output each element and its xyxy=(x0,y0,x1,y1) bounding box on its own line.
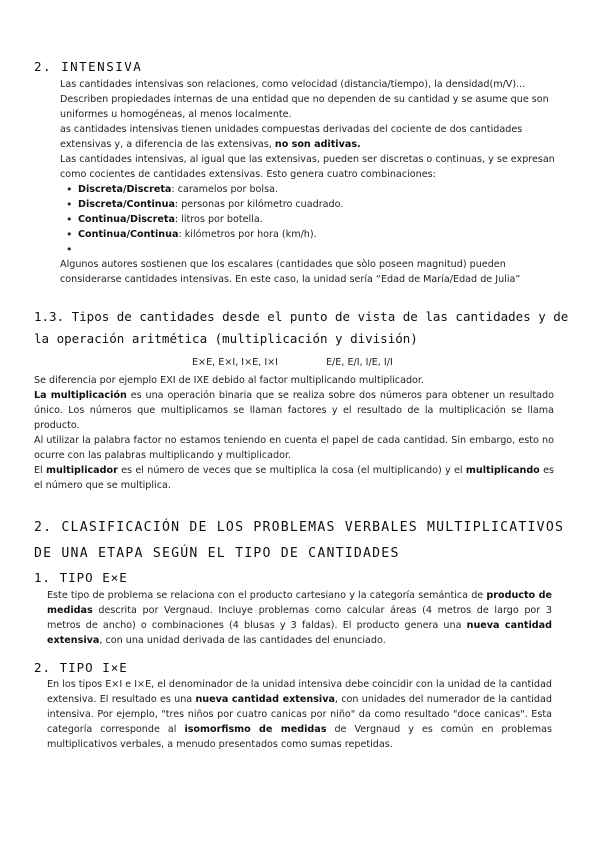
section-1-3-heading: 1.3. Tipos de cantidades desde el punto de vista de las cantidades y de la operación aritmética (multiplicación y división) xyxy=(34,309,569,346)
exe-text-a: Este tipo de problema se relaciona con el producto cartesiano y la categoría semántica de xyxy=(47,590,487,601)
section-2-heading-line-2: DE UNA ETAPA SEGÚN EL TIPO DE CANTIDADES xyxy=(34,546,400,561)
ixe-text-c: , con unidades del numerador de la cantidad intensiva. Por ejemplo, "tres niños por cuatro canicas por niño" da como resultado "doce canicas". Esta categoría corresponde al xyxy=(47,694,552,735)
section-1-3-paragraph-4 xyxy=(34,463,554,493)
intensiva-paragraph-5: Algunos autores sostienen que los escalares (cantidades que sòlo poseen magnitud) pueden considerarse cantidades intensivas. En este caso, la unidad sería “Edad de María/Edad de Julia” xyxy=(60,259,521,285)
intensiva-body xyxy=(60,77,560,287)
exe-text-e: , con una unidad derivada de las cantidades del enunciado. xyxy=(99,635,386,646)
section-2-heading xyxy=(34,515,579,567)
multiplicando-term: multiplicando xyxy=(465,465,540,476)
list-item-text: : kilómetros por hora (km/h). xyxy=(178,229,317,240)
tipo-ixe-body xyxy=(47,677,552,752)
list-item xyxy=(78,197,560,212)
exe-text-c: descrita por Vergnaud. Incluye problemas como calcular áreas (4 metros de largo por 3 metros de ancho) o combinaciones (4 blusas y 3 faldas). El producto genera una xyxy=(47,605,552,631)
list-item-label: Continua/Continua xyxy=(78,229,179,240)
tipo-ixe-paragraph xyxy=(47,677,552,752)
list-item-text: : personas por kilómetro cuadrado. xyxy=(174,199,344,210)
list-item xyxy=(78,227,560,242)
combinations-list xyxy=(60,182,560,257)
intensiva-p3-text: as cantidades intensivas tienen unidades compuestas derivadas del cociente de dos cantidades extensivas y, a diferencia de las extensivas, xyxy=(60,124,523,150)
tipo-exe-paragraph xyxy=(47,588,552,648)
p4-text-b: es el número de veces que se multiplica la cosa (el multiplicando) y el xyxy=(117,465,466,476)
list-item xyxy=(78,212,560,227)
section-2-heading-line-1: 2. CLASIFICACIÓN DE LOS PROBLEMAS VERBALES MULTIPLICATIVOS xyxy=(34,520,565,535)
section-1-3-paragraph-1: Se diferencia por ejemplo EXI de IXE debido al factor multiplicando multiplicador. xyxy=(34,375,425,386)
multiplicador-term: multiplicador xyxy=(46,465,118,476)
list-item xyxy=(78,182,560,197)
intensiva-paragraph-4: Las cantidades intensivas, al igual que las extensivas, pueden ser discretas o continuas, y se expresan como cocientes de cantidades extensivas. Esto genera cuatro combinaciones: xyxy=(60,154,555,180)
tipo-exe-heading: 1. TIPO E×E xyxy=(34,570,128,585)
intensiva-paragraph-3 xyxy=(60,122,560,152)
ixe-text-a: En los tipos E×I e I×E, el denominador de la unidad intensiva debe coincidir con la unidad de la cantidad extensiva. El resultado es una xyxy=(47,679,552,705)
intensiva-paragraph-2: Describen propiedades internas de una entidad que no dependen de su cantidad y se asume que son uniformes u homogéneas, al menos localmente. xyxy=(60,94,549,120)
intensiva-p3-bold: no son aditivas. xyxy=(274,139,361,150)
p4-text-a: El xyxy=(34,465,47,476)
section-1-3-body xyxy=(34,373,554,493)
isomorfismo-de-medidas-term: isomorfismo de medidas xyxy=(184,724,327,735)
producto-de-medidas-term: producto de medidas xyxy=(47,590,552,616)
section-1-3-paragraph-2 xyxy=(34,388,554,433)
division-combinations: E/E, E/I, I/E, I/I xyxy=(326,357,393,368)
intensiva-heading: 2. INTENSIVA xyxy=(34,59,143,74)
ixe-text-e: de Vergnaud y es común en problemas multiplicativos verbales, a menudo presentados como sumas repetidas. xyxy=(47,724,553,750)
list-item-text: : litros por botella. xyxy=(174,214,263,225)
nueva-cantidad-extensiva-term: nueva cantidad extensiva xyxy=(195,694,335,705)
multiplicacion-definition: es una operación binaria que se realiza sobre dos números para obtener un resultado único. Los números que multiplicamos se llaman factores y el resultado de la multiplicación se llama producto. xyxy=(34,390,554,431)
list-item-empty xyxy=(78,242,560,257)
tipo-exe-body xyxy=(47,588,552,648)
list-item-label: Discreta/Discreta xyxy=(78,184,172,195)
section-1-3-paragraph-3: Al utilizar la palabra factor no estamos teniendo en cuenta el papel de cada cantidad. Sin embargo, esto no ocurre con las palabras multiplicando y multiplicador. xyxy=(34,435,554,461)
list-item-text: : caramelos por bolsa. xyxy=(171,184,279,195)
nueva-cantidad-extensiva-term: nueva cantidad extensiva xyxy=(47,620,552,646)
intensiva-paragraph-1: Las cantidades intensivas son relaciones, como velocidad (distancia/tiempo), la densidad(m/V)... xyxy=(60,79,526,90)
multiplicacion-term: La multiplicación xyxy=(34,390,127,401)
p4-text-c: es el número que se multiplica. xyxy=(34,465,554,491)
list-item-label: Discreta/Continua xyxy=(78,199,175,210)
multiplication-combinations: E×E, E×I, I×E, I×I xyxy=(192,357,279,368)
list-item-label: Continua/Discreta xyxy=(78,214,175,225)
tipo-ixe-heading: 2. TIPO I×E xyxy=(34,660,128,675)
